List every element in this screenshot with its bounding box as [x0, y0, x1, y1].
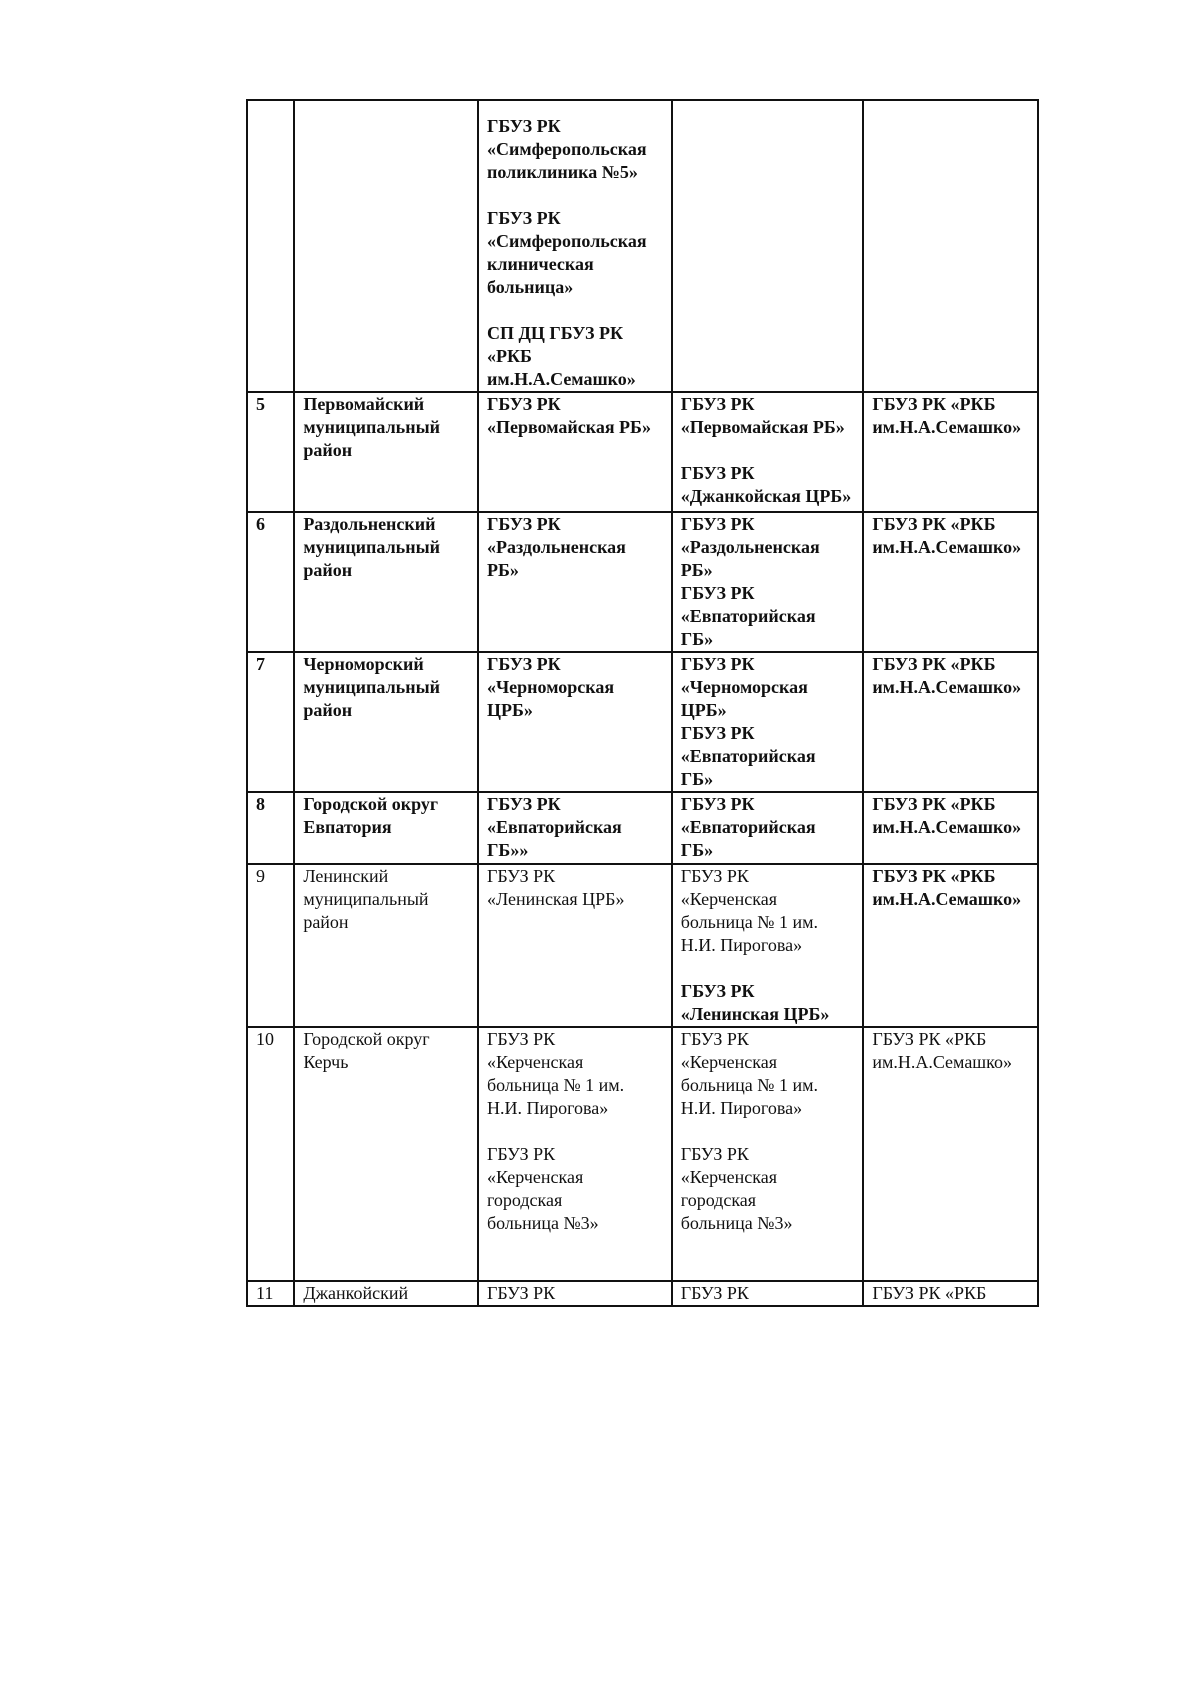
facility-cell — [672, 1281, 864, 1306]
row-number-cell: 10 — [247, 1027, 294, 1281]
cell-line: им.Н.А.Семашко» — [872, 889, 1022, 909]
cell-line: ГБУЗ РК «РКБ — [872, 394, 996, 414]
cell-line: ГБУЗ РК — [680, 463, 755, 483]
facility-cell — [672, 792, 864, 864]
cell-line: район — [303, 440, 353, 460]
cell-line: ГБУЗ РК — [486, 1144, 556, 1164]
cell-line: ГБУЗ РК — [486, 866, 556, 886]
row-number-cell: 9 — [247, 864, 294, 1027]
facility-cell — [478, 1027, 672, 1281]
row-number-cell: 7 — [247, 652, 294, 792]
cell-line: «Симферопольская — [486, 231, 647, 251]
hospital-routing-table — [246, 99, 1039, 1307]
table-row — [247, 1027, 1038, 1281]
facility-cell — [478, 864, 672, 1027]
cell-line: СП ДЦ ГБУЗ РК — [486, 323, 624, 343]
cell-line: Первомайский — [303, 394, 425, 414]
table-row — [247, 652, 1038, 792]
row-number-cell — [247, 100, 294, 392]
district-cell — [294, 392, 478, 512]
facility-cell — [478, 1281, 672, 1306]
facility-cell — [478, 392, 672, 512]
cell-line: Городской округ — [303, 794, 439, 814]
cell-line: ГБУЗ РК — [680, 514, 755, 534]
cell-line: Евпатория — [303, 817, 392, 837]
facility-cell — [478, 792, 672, 864]
cell-line: городская — [486, 1190, 563, 1210]
district-cell — [294, 792, 478, 864]
cell-line: ГБУЗ РК — [680, 654, 755, 674]
cell-line: «Раздольненская — [486, 537, 626, 557]
cell-line: ГБУЗ РК — [680, 1029, 749, 1049]
cell-line: им.Н.А.Семашко» — [872, 1052, 1012, 1072]
facility-cell — [672, 652, 864, 792]
facility-cell — [863, 512, 1038, 652]
cell-gap — [487, 1120, 665, 1143]
district-cell — [294, 512, 478, 652]
cell-line: Городской округ — [303, 1029, 430, 1049]
cell-line: ЦРБ» — [680, 700, 727, 720]
cell-line: ГБ» — [680, 840, 714, 860]
facility-cell — [672, 392, 864, 512]
cell-line: район — [303, 912, 349, 932]
cell-line: Джанкойский — [303, 1283, 409, 1303]
cell-line: «РКБ — [486, 346, 532, 366]
cell-line: ЦРБ» — [486, 700, 533, 720]
district-cell — [294, 864, 478, 1027]
facility-cell — [478, 512, 672, 652]
cell-line: больница» — [486, 277, 574, 297]
cell-gap — [681, 439, 857, 462]
cell-line: Н.И. Пирогова» — [486, 1098, 609, 1118]
row-number-cell: 5 — [247, 392, 294, 512]
cell-line: ГБУЗ РК «РКБ — [872, 514, 996, 534]
cell-line: «Черноморская — [680, 677, 808, 697]
facility-cell — [478, 100, 672, 392]
table-row — [247, 100, 1038, 392]
cell-line: район — [303, 700, 353, 720]
facility-cell — [863, 864, 1038, 1027]
cell-line: «Ленинская ЦРБ» — [486, 889, 625, 909]
facility-cell — [863, 1281, 1038, 1306]
cell-line: больница № 1 им. — [680, 1075, 818, 1095]
facility-cell — [478, 652, 672, 792]
cell-gap — [681, 1120, 857, 1143]
cell-line: Ленинский — [303, 866, 389, 886]
cell-line: ГБУЗ РК — [680, 583, 755, 603]
row-number-cell: 11 — [247, 1281, 294, 1306]
cell-gap — [487, 299, 665, 322]
cell-line: «Ленинская ЦРБ» — [680, 1004, 830, 1024]
cell-line: ГБУЗ РК — [680, 723, 755, 743]
cell-line: ГБ» — [680, 629, 714, 649]
cell-line: Н.И. Пирогова» — [680, 935, 803, 955]
cell-line: «Керченская — [486, 1052, 584, 1072]
cell-line: ГБУЗ РК «РКБ — [872, 1029, 987, 1049]
row-number-cell: 8 — [247, 792, 294, 864]
cell-line: муниципальный — [303, 537, 440, 557]
cell-line: ГБ»» — [486, 840, 529, 860]
facility-cell — [863, 100, 1038, 392]
facility-cell — [672, 864, 864, 1027]
cell-line: «Евпаторийская — [680, 817, 816, 837]
cell-line: муниципальный — [303, 889, 429, 909]
cell-line: «Керченская — [680, 1167, 778, 1187]
cell-line: ГБУЗ РК — [680, 981, 755, 1001]
cell-line: ГБУЗ РК — [486, 514, 561, 534]
facility-cell — [863, 792, 1038, 864]
cell-line: ГБУЗ РК «РКБ — [872, 654, 996, 674]
facility-cell — [672, 1027, 864, 1281]
cell-line: ГБ» — [680, 769, 714, 789]
cell-line: РБ» — [680, 560, 713, 580]
row-number-cell: 6 — [247, 512, 294, 652]
cell-line: «Первомайская РБ» — [680, 417, 845, 437]
cell-line: им.Н.А.Семашко» — [872, 417, 1022, 437]
cell-line: Раздольненский — [303, 514, 436, 534]
cell-line: «Евпаторийская — [486, 817, 622, 837]
cell-line: больница № 1 им. — [486, 1075, 625, 1095]
district-cell — [294, 1027, 478, 1281]
cell-line: Н.И. Пирогова» — [680, 1098, 803, 1118]
cell-line: «Керченская — [486, 1167, 584, 1187]
cell-gap — [681, 957, 857, 980]
table-row — [247, 864, 1038, 1027]
cell-line: «Керченская — [680, 1052, 778, 1072]
cell-line: ГБУЗ РК — [486, 1029, 556, 1049]
cell-line: клиническая — [486, 254, 594, 274]
cell-line: муниципальный — [303, 677, 440, 697]
cell-line: поликлиника №5» — [486, 162, 638, 182]
facility-cell — [863, 1027, 1038, 1281]
cell-gap — [487, 184, 665, 207]
cell-line: ГБУЗ РК — [680, 794, 755, 814]
cell-line: ГБУЗ РК — [486, 116, 561, 136]
cell-line: ГБУЗ РК «РКБ — [872, 1283, 987, 1303]
cell-line: ГБУЗ РК — [486, 208, 561, 228]
table-row — [247, 512, 1038, 652]
cell-line: ГБУЗ РК — [486, 654, 561, 674]
cell-line: муниципальный — [303, 417, 440, 437]
cell-line: Керчь — [303, 1052, 349, 1072]
cell-line: ГБУЗ РК — [680, 1283, 749, 1303]
district-cell — [294, 1281, 478, 1306]
cell-line: городская — [680, 1190, 757, 1210]
district-cell — [294, 100, 478, 392]
cell-line: «Евпаторийская — [680, 746, 816, 766]
cell-line: им.Н.А.Семашко» — [872, 677, 1022, 697]
cell-line: ГБУЗ РК — [680, 1144, 749, 1164]
cell-line: ГБУЗ РК — [486, 394, 561, 414]
cell-line: им.Н.А.Семашко» — [872, 817, 1022, 837]
cell-line: больница №3» — [680, 1213, 793, 1233]
cell-line: «Керченская — [680, 889, 778, 909]
cell-line: район — [303, 560, 353, 580]
cell-line: «Черноморская — [486, 677, 615, 697]
cell-line: «Первомайская РБ» — [486, 417, 651, 437]
facility-cell — [863, 652, 1038, 792]
cell-line: Черноморский — [303, 654, 424, 674]
cell-line: больница №3» — [486, 1213, 599, 1233]
cell-line: ГБУЗ РК — [486, 794, 561, 814]
district-cell — [294, 652, 478, 792]
cell-line: ГБУЗ РК «РКБ — [872, 794, 996, 814]
cell-line: «Симферопольская — [486, 139, 647, 159]
table-row — [247, 392, 1038, 512]
facility-cell — [672, 512, 864, 652]
cell-line: ГБУЗ РК «РКБ — [872, 866, 996, 886]
cell-line: «Раздольненская — [680, 537, 820, 557]
facility-cell — [863, 392, 1038, 512]
table-row — [247, 1281, 1038, 1306]
cell-line: ГБУЗ РК — [680, 866, 749, 886]
cell-line: им.Н.А.Семашко» — [872, 537, 1022, 557]
cell-line: ГБУЗ РК — [486, 1283, 556, 1303]
cell-line: им.Н.А.Семашко» — [486, 369, 636, 389]
cell-line: больница № 1 им. — [680, 912, 818, 932]
table-row — [247, 792, 1038, 864]
cell-line: «Джанкойская ЦРБ» — [680, 486, 852, 506]
cell-line: ГБУЗ РК — [680, 394, 755, 414]
facility-cell — [672, 100, 864, 392]
cell-line: «Евпаторийская — [680, 606, 816, 626]
cell-line: РБ» — [486, 560, 519, 580]
